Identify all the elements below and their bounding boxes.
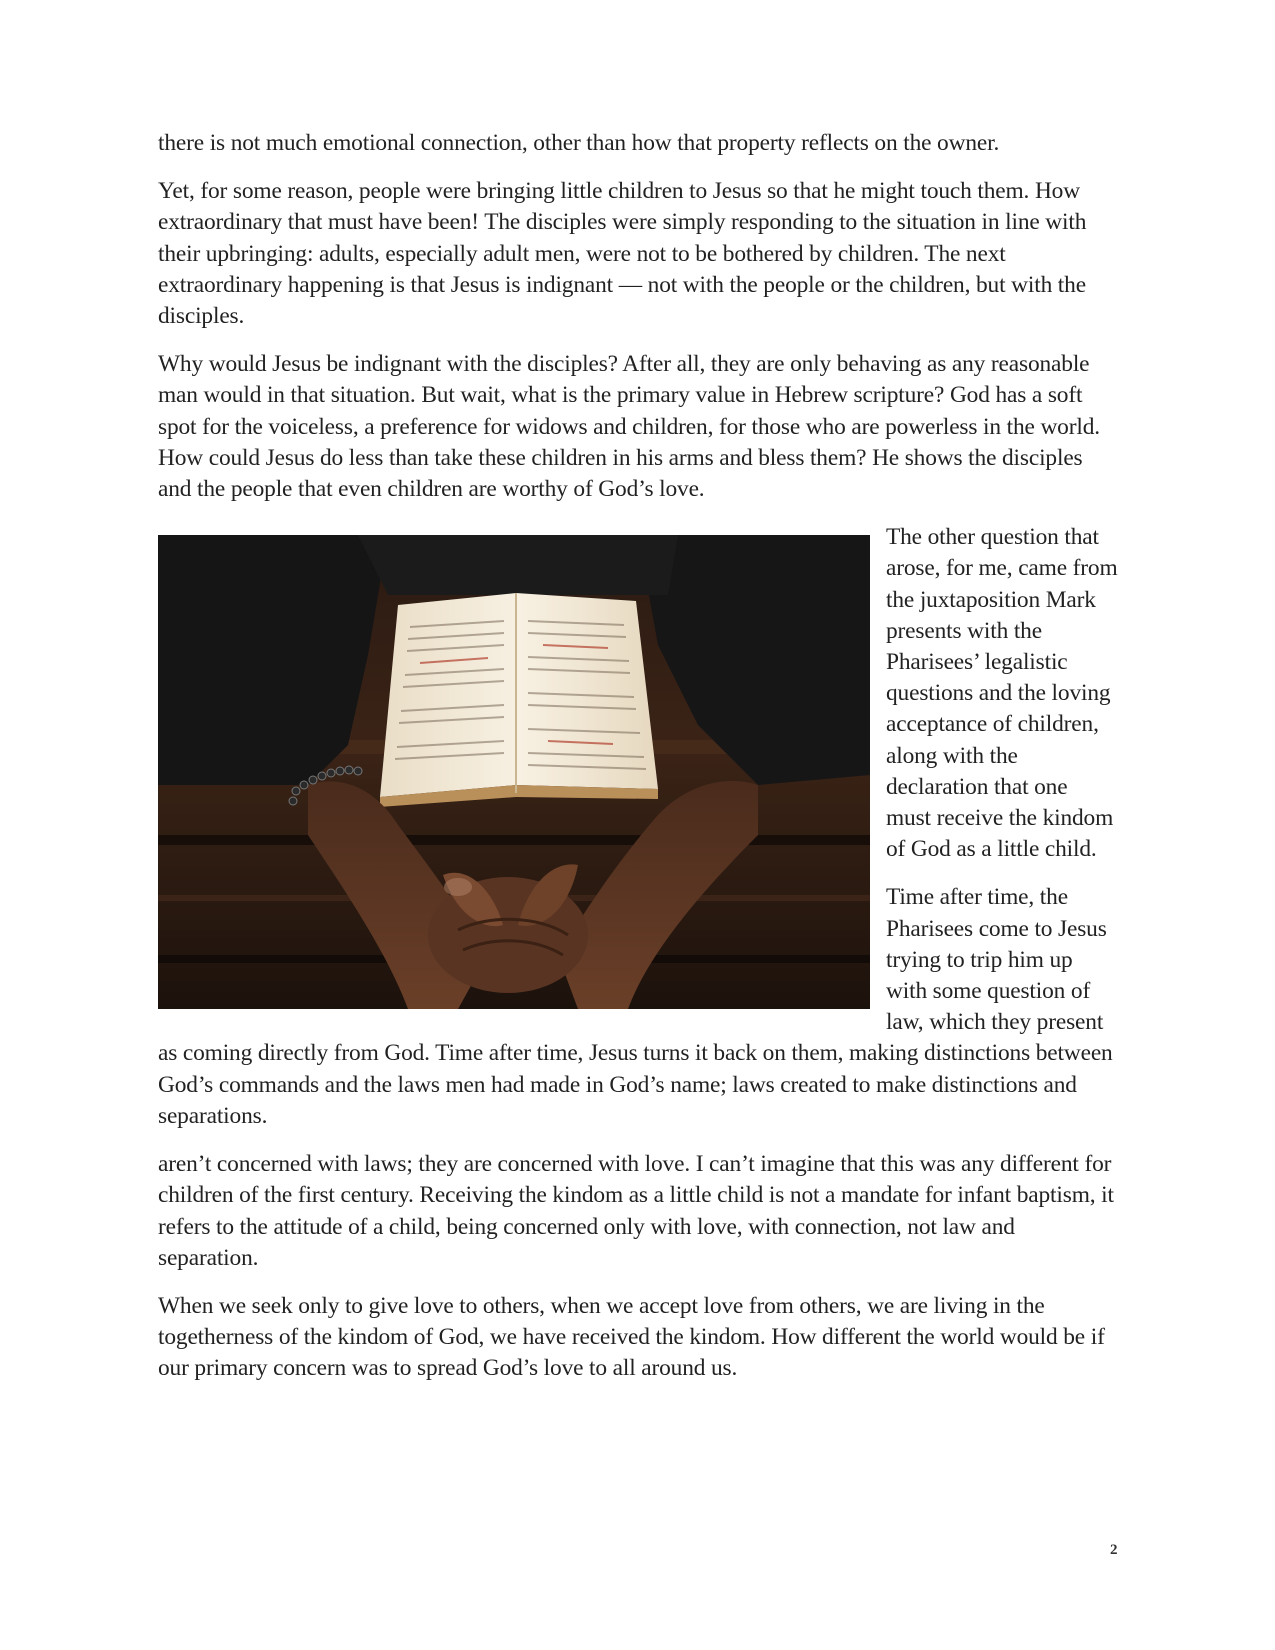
paragraph-5: Time after time, the Pharisees come to Jesus trying to trip him up with some question of law, which they present as coming directly from God. Time after time, Jesus turns it back on them, making distinctions between God’s commands and the laws men had made in God’s name; laws created to make distinctions and separations.	[158, 884, 1113, 1129]
paragraph-6: aren’t concerned with laws; they are concerned with love. I can’t imagine that this was any different for children of the first century. Receiving the kindom as a little child is not a mandate for infant baptism, it refers to the attitude of a child, being concerned only with love, with connection, not law and separation.	[158, 1151, 1114, 1271]
paragraph-1: there is not much emotional connection, other than how that property reflects on the owner.	[158, 130, 1000, 156]
paragraph-3: Why would Jesus be indignant with the disciples? After all, they are only behaving as any reasonable man would in that situation. But wait, what is the primary value in Hebrew scripture? God has a soft spot for the voiceless, a preference for widows and children, for those who are powerless in the world. How could Jesus do less than take these children in his arms and bless them? He shows the disciples and the people that even children are worthy of God’s love.	[158, 351, 1100, 503]
open-bible-photo	[158, 535, 870, 1009]
page-body	[158, 128, 1118, 1402]
paragraph-2: Yet, for some reason, people were bringing little children to Jesus so that he might touch them. How extraordinary that must have been! The disciples were simply responding to the situation in line with their upbringing: adults, especially adult men, were not to be bothered by children. The next extraordinary happening is that Jesus is indignant — not with the people or the children, but with the disciples.	[158, 178, 1087, 330]
paragraph-4: The other question that arose, for me, came from the juxtaposition Mark presents with the Pharisees’ legalistic questions and the loving acceptance of children, along with the declaration that one must receive the kindom of God as a little child.	[886, 524, 1118, 863]
paragraph-7: When we seek only to give love to others, when we accept love from others, we are living in the togetherness of the kindom of God, we have received the kindom. How different the world would be if our primary concern was to spread God’s love to all around us.	[158, 1292, 1105, 1382]
page-number: 2	[1110, 1542, 1118, 1558]
